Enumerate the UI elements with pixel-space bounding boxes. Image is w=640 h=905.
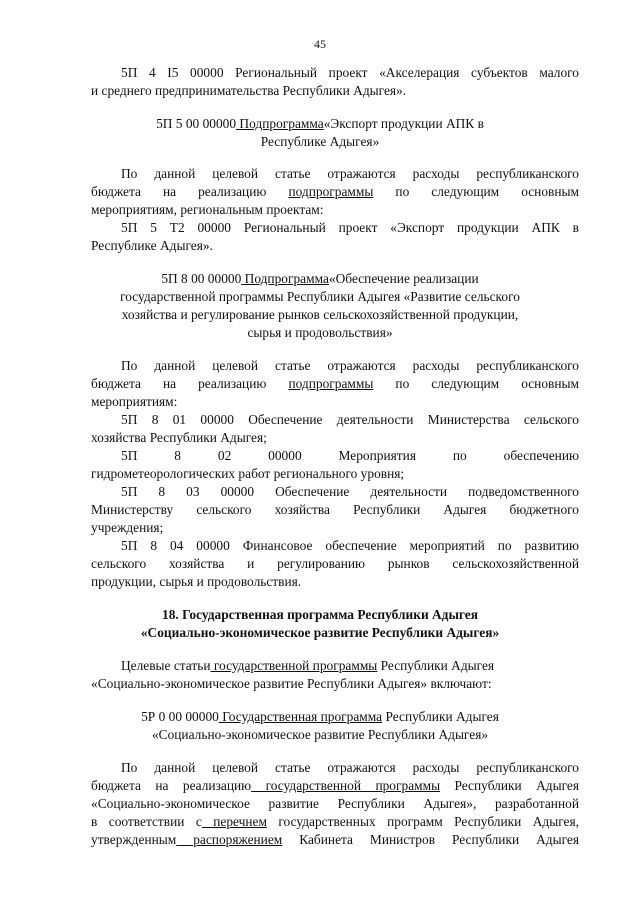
text-line: «Социально-экономическое развитие Республики Адыгея» <box>151 727 489 742</box>
section-title: 18. Государственная программа Республики Адыгея <box>162 607 478 622</box>
text-line: Республике Адыгея» <box>260 134 380 149</box>
section-title: «Социально-экономическое развитие Республики Адыгея» <box>140 625 500 640</box>
heading-text: «Экспорт продукции АПК в <box>323 116 484 131</box>
text-line: 5П 8 01 00000 Обеспечение деятельности Министерства сельского <box>121 412 579 427</box>
text-span: по следующим основным <box>373 376 579 391</box>
text-line: гидрометеорологических работ регионального уровня; <box>91 466 405 481</box>
program-link[interactable]: государственной программы <box>210 658 378 673</box>
text-line: По данной целевой статье отражаются расходы республиканского <box>121 760 579 775</box>
text-line: 5П 8 02 00000 Мероприятия по обеспечению <box>121 448 579 463</box>
order-link[interactable]: распоряжением <box>176 832 283 847</box>
text-line: учреждения; <box>91 520 164 535</box>
text-line: хозяйства и регулирование рынков сельскохозяйственной продукции, <box>121 307 519 322</box>
program-link[interactable]: государственной программы <box>251 778 441 793</box>
text-line: 5П 8 04 00000 Финансовое обеспечение мероприятий по развитию <box>121 538 579 553</box>
list-link[interactable]: перечнем <box>201 814 267 829</box>
subprogram-link[interactable]: Подпрограмма <box>241 271 329 286</box>
text-line <box>121 657 494 674</box>
text-line: и среднего предпринимательства Республики Адыгея». <box>91 83 407 98</box>
text-span: бюджета на реализацию <box>91 778 252 793</box>
text-line: сырья и продовольствия» <box>247 325 393 340</box>
text-span: Республики Адыгея <box>377 658 495 673</box>
text-line: «Социально-экономическое развитие Республики Адыгея», разработанной <box>91 796 579 811</box>
heading-text: Республики Адыгея <box>382 709 499 724</box>
subprogram-heading <box>0 115 640 132</box>
text-span: бюджета на реализацию <box>91 376 289 391</box>
code: 5П 8 00 00000 <box>161 271 242 286</box>
text-line: По данной целевой статье отражаются расходы республиканского <box>121 166 579 181</box>
heading-text: «Обеспечение реализации <box>328 271 479 286</box>
text-line <box>91 183 579 200</box>
text-line <box>91 777 579 794</box>
page-number: 45 <box>314 37 326 51</box>
text-span: Целевые статьи <box>121 658 211 673</box>
program-heading <box>0 708 640 725</box>
text-line <box>91 831 579 848</box>
subprogram-heading <box>0 270 640 287</box>
text-line: государственной программы Республики Адыгея «Развитие сельского <box>120 289 520 304</box>
text-line: «Социально-экономическое развитие Республики Адыгея» включают: <box>91 676 492 691</box>
text-line: Министерству сельского хозяйства Республики Адыгея бюджетного <box>91 502 579 517</box>
text-span: утвержденным <box>91 832 177 847</box>
text-line: продукции, сырья и продовольствия. <box>91 574 302 589</box>
text-line: сельского хозяйства и регулированию рынков сельскохозяйственной <box>91 556 579 571</box>
text-span: государственных программ Республики Адыгея, <box>266 814 580 829</box>
text-line: Республике Адыгея». <box>91 238 213 253</box>
subprogram-link[interactable]: подпрограммы <box>288 376 374 391</box>
text-line: 5П 8 03 00000 Обеспечение деятельности подведомственного <box>121 484 579 499</box>
text-line: 5П 5 Т2 00000 Региональный проект «Экспорт продукции АПК в <box>121 220 579 235</box>
text-line <box>91 813 579 830</box>
subprogram-link[interactable]: подпрограммы <box>288 184 374 199</box>
text-line: мероприятиям: <box>91 394 178 409</box>
text-line: мероприятиям, региональным проектам: <box>91 202 324 217</box>
text-line: По данной целевой статье отражаются расходы республиканского <box>121 358 579 373</box>
code: 5Р 0 00 00000 <box>141 709 219 724</box>
text-span: по следующим основным <box>373 184 579 199</box>
text-span: Республики Адыгея <box>440 778 580 793</box>
text-span: бюджета на реализацию <box>91 184 289 199</box>
text-span: в соответствии с <box>91 814 202 829</box>
text-line: 5П 4 I5 00000 Региональный проект «Акселерация субъектов малого <box>121 65 579 80</box>
text-span: Кабинета Министров Республики Адыгея <box>282 832 579 847</box>
code: 5П 5 00 00000 <box>156 116 237 131</box>
text-line: хозяйства Республики Адыгея; <box>91 430 267 445</box>
subprogram-link[interactable]: Подпрограмма <box>236 116 324 131</box>
program-link[interactable]: Государственная программа <box>218 709 383 724</box>
text-line <box>91 375 579 392</box>
